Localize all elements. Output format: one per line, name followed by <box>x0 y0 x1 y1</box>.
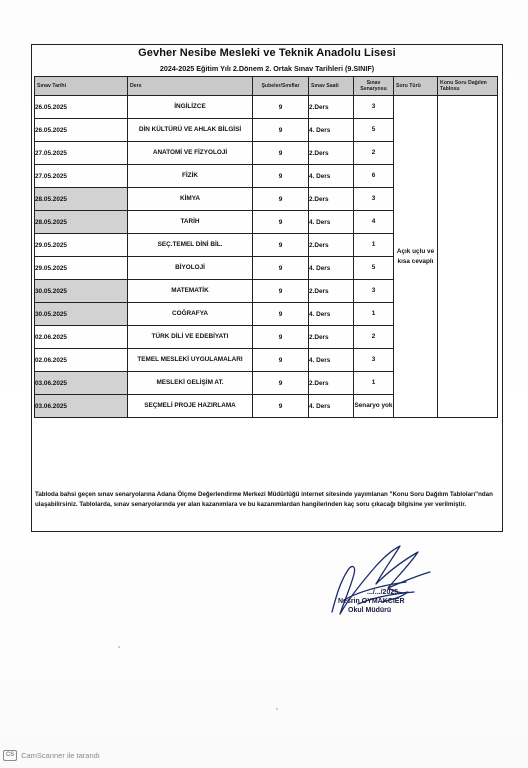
schedule-subtitle: 2024-2025 Eğitim Yılı 2.Dönem 2. Ortak Sınav Tarihleri (9.SINIF) <box>159 64 375 73</box>
class-level: 9 <box>253 119 309 142</box>
question-type: Açık uçlu ve kısa cevaplı <box>394 96 438 418</box>
class-level: 9 <box>253 395 309 418</box>
class-level: 9 <box>253 234 309 257</box>
exam-scenario: 4 <box>354 211 394 234</box>
principal-role: Okul Müdürü <box>348 607 392 614</box>
class-level: 9 <box>253 188 309 211</box>
header-question-type: Soru Türü <box>394 77 438 96</box>
course-name: MESLEKİ GELİŞİM AT. <box>128 372 253 395</box>
exam-date: 28.05.2025 <box>35 188 128 211</box>
header-hour: Sınav Saati <box>309 77 354 96</box>
exam-date: 26.05.2025 <box>35 96 128 119</box>
course-name: TÜRK DİLİ VE EDEBİYATI <box>128 326 253 349</box>
scan-speck <box>118 646 120 648</box>
exam-scenario: 2 <box>354 326 394 349</box>
header-scenario: Sınav Senaryosu <box>354 77 394 96</box>
exam-hour: 4. Ders <box>309 211 354 234</box>
school-title: Gevher Nesibe Mesleki ve Teknik Anadolu Lisesi <box>138 47 396 59</box>
course-name: DİN KÜLTÜRÜ VE AHLAK BİLGİSİ <box>128 119 253 142</box>
exam-hour: 2.Ders <box>309 372 354 395</box>
exam-hour: 4. Ders <box>309 349 354 372</box>
header-course: Ders <box>128 77 253 96</box>
class-level: 9 <box>253 96 309 119</box>
class-level: 9 <box>253 257 309 280</box>
course-name: MATEMATİK <box>128 280 253 303</box>
camscanner-icon: CS <box>3 750 17 761</box>
course-name: SEÇ.TEMEL DİNİ BİL. <box>128 234 253 257</box>
exam-hour: 2.Ders <box>309 280 354 303</box>
course-name: SEÇMELİ PROJE HAZIRLAMA <box>128 395 253 418</box>
exam-scenario: Senaryo yok <box>354 395 394 418</box>
exam-date: 28.05.2025 <box>35 211 128 234</box>
exam-hour: 2.Ders <box>309 234 354 257</box>
exam-date: 30.05.2025 <box>35 303 128 326</box>
explanatory-note: Tabloda bahsi geçen sınav senaryolarına Adana Ölçme Değerlendirme Merkezi Müdürlüğü internet sitesinde yayımlanan "Konu Soru Dağılım Tabloları"ndan ulaşabilirsiniz. Tablolarda, sınav senaryolarında yer alan kazanımlara ve bu kazanımlardan hangilerinden kaç soru çıkacağı bilgisine yer verilmiştir. <box>35 491 493 508</box>
class-level: 9 <box>253 165 309 188</box>
class-level: 9 <box>253 372 309 395</box>
exam-scenario: 5 <box>354 257 394 280</box>
exam-scenario: 3 <box>354 280 394 303</box>
course-name: ANATOMİ VE FİZYOLOJİ <box>128 142 253 165</box>
exam-hour: 4. Ders <box>309 395 354 418</box>
course-name: KİMYA <box>128 188 253 211</box>
exam-scenario: 5 <box>354 119 394 142</box>
course-name: BİYOLOJİ <box>128 257 253 280</box>
header-classes: Şubeler/Sınıflar <box>253 77 309 96</box>
signature-date: .../.../2025 <box>367 589 399 596</box>
course-name: TEMEL MESLEKİ UYGULAMALARI <box>128 349 253 372</box>
class-level: 9 <box>253 303 309 326</box>
course-name: TARİH <box>128 211 253 234</box>
course-name: İNGİLİZCE <box>128 96 253 119</box>
exam-scenario: 1 <box>354 303 394 326</box>
exam-scenario: 3 <box>354 349 394 372</box>
exam-date: 29.05.2025 <box>35 257 128 280</box>
table-row <box>35 96 498 119</box>
exam-schedule-table <box>34 76 498 418</box>
exam-scenario: 2 <box>354 142 394 165</box>
class-level: 9 <box>253 280 309 303</box>
exam-schedule-sheet <box>31 44 503 532</box>
exam-date: 02.06.2025 <box>35 326 128 349</box>
exam-scenario: 1 <box>354 234 394 257</box>
header-date: Sınav Tarihi <box>35 77 128 96</box>
class-level: 9 <box>253 349 309 372</box>
exam-date: 27.05.2025 <box>35 165 128 188</box>
exam-scenario: 3 <box>354 188 394 211</box>
exam-hour: 4. Ders <box>309 257 354 280</box>
handwritten-signature <box>318 542 438 632</box>
exam-hour: 2.Ders <box>309 326 354 349</box>
exam-scenario: 6 <box>354 165 394 188</box>
exam-date: 02.06.2025 <box>35 349 128 372</box>
scanner-watermark <box>3 750 100 764</box>
exam-date: 03.06.2025 <box>35 372 128 395</box>
exam-hour: 4. Ders <box>309 165 354 188</box>
header-distribution: Konu Soru Dağılım Tablosu <box>438 77 498 96</box>
class-level: 9 <box>253 211 309 234</box>
exam-hour: 4. Ders <box>309 303 354 326</box>
exam-date: 26.05.2025 <box>35 119 128 142</box>
distribution-table-cell <box>438 96 498 418</box>
exam-date: 03.06.2025 <box>35 395 128 418</box>
class-level: 9 <box>253 326 309 349</box>
scan-speck <box>276 708 278 710</box>
table-header-row <box>35 77 498 96</box>
course-name: COĞRAFYA <box>128 303 253 326</box>
exam-scenario: 1 <box>354 372 394 395</box>
class-level: 9 <box>253 142 309 165</box>
exam-date: 27.05.2025 <box>35 142 128 165</box>
exam-date: 29.05.2025 <box>35 234 128 257</box>
course-name: FİZİK <box>128 165 253 188</box>
principal-name: Nesrin OYMAKCIER <box>338 598 405 605</box>
principal-signature-block <box>318 542 438 642</box>
exam-hour: 2.Ders <box>309 142 354 165</box>
exam-scenario: 3 <box>354 96 394 119</box>
watermark-label: CamScanner ile tarandı <box>21 751 100 760</box>
exam-hour: 4. Ders <box>309 119 354 142</box>
exam-hour: 2.Ders <box>309 96 354 119</box>
exam-hour: 2.Ders <box>309 188 354 211</box>
exam-date: 30.05.2025 <box>35 280 128 303</box>
